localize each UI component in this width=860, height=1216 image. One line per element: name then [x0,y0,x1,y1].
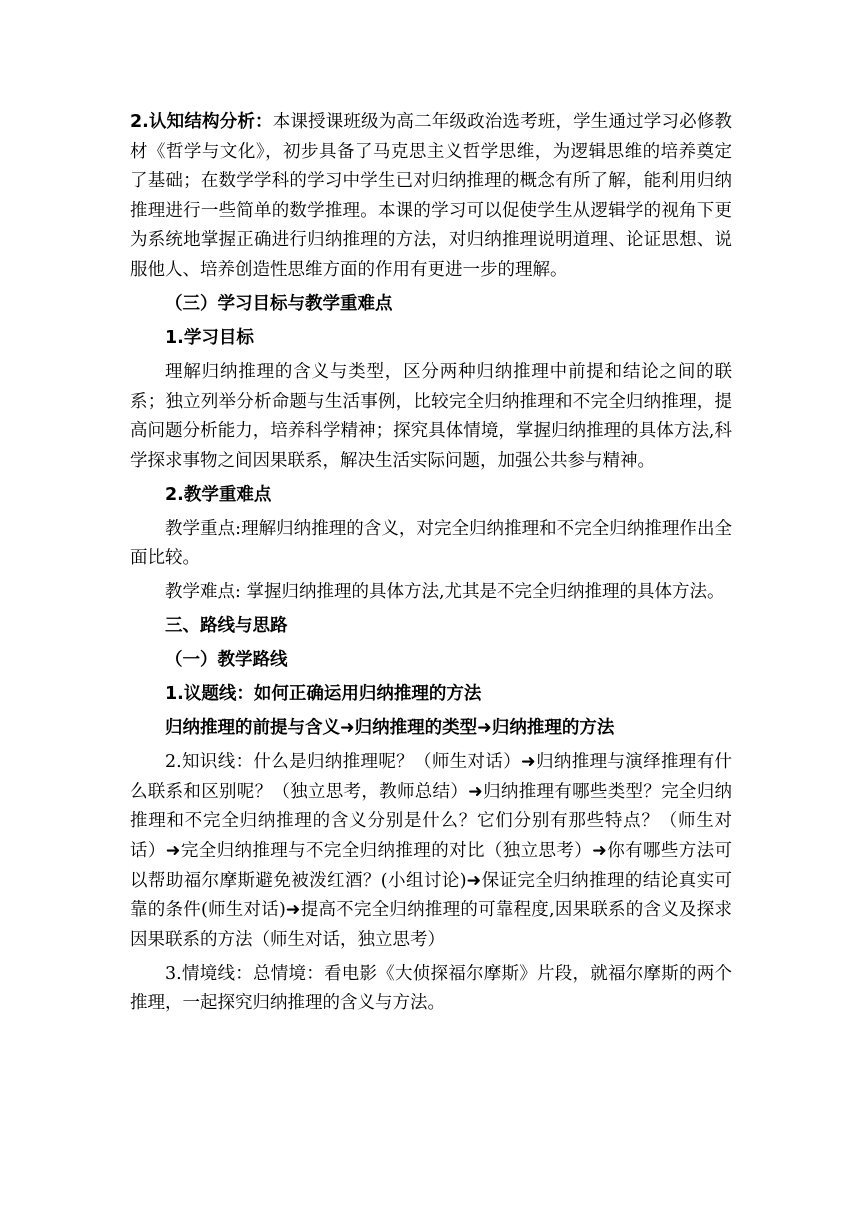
section-heading-objectives: （三）学习目标与教学重难点 [165,293,393,314]
subheading-teaching-route: （一）教学路线 [165,650,288,671]
situation-line-paragraph [130,960,732,1019]
situation-line-text: 总情境：看电影《大侦探福尔摩斯》片段，就福尔摩斯的两个推理，一起探究归纳推理的含义与方法。 [130,963,733,1014]
document-page [130,108,732,1023]
knowledge-line-label: 2.知识线： [165,752,254,773]
situation-line-label: 3.情境线： [165,963,253,984]
learning-objectives-text: 理解归纳推理的含义与类型，区分两种归纳推理中前提和结论之间的联系；独立列举分析命题与生活事例，比较完全归纳推理和不完全归纳推理，提高问题分析能力，培养科学精神；探究具体情境，掌握归纳推理的具体方法,科学探求事物之间因果联系，解决生活实际问题，加强公共参与精神。 [130,361,732,471]
knowledge-line-text: 什么是归纳推理呢？（师生对话）➜归纳推理与演绎推理有什么联系和区别呢？（独立思考，教师总结）➜归纳推理有哪些类型？完全归纳推理和不完全归纳推理的含义分别是什么？它们分别有那些特点？（师生对话）➜完全归纳推理与不完全归纳推理的对比（独立思考）➜你有哪些方法可以帮助福尔摩斯避免被泼红酒？(小组讨论)➜保证完全归纳推理的结论真实可靠的条件(师生对话)➜提高不完全归纳推理的可靠程度,因果联系的含义及探求因果联系的方法（师生对话，独立思考） [130,752,732,950]
topic-flow: 归纳推理的前提与含义➜归纳推理的类型➜归纳推理的方法 [165,718,615,739]
difficult-point-text: 教学难点: 掌握归纳推理的具体方法,尤其是不完全归纳推理的具体方法。 [165,582,725,603]
subheading-learning-objectives: 1.学习目标 [165,327,254,348]
topic-line: 1.议题线：如何正确运用归纳推理的方法 [165,684,482,705]
cognitive-structure-text: 本课授课班级为高二年级政治选考班，学生通过学习必修教材《哲学与文化》，初步具备了马克思主义哲学思维，为逻辑思维的培养奠定了基础；在数学学科的学习中学生已对归纳推理的概念有所了解，能利用归纳推理进行一些简单的数学推理。本课的学习可以促使学生从逻辑学的视角下更为系统地掌握正确进行归纳推理的方法，对归纳推理说明道理、论证思想、说服他人、培养创造性思维方面的作用有更进一步的理解。 [130,112,732,280]
cognitive-structure-label: 2.认知结构分析： [130,112,273,132]
key-point-text: 教学重点:理解归纳推理的含义，对完全归纳推理和不完全归纳推理作出全面比较。 [130,518,732,569]
chapter-heading-route: 三、路线与思路 [165,616,288,637]
subheading-key-difficult-points: 2.教学重难点 [165,484,272,505]
knowledge-line-paragraph [130,748,732,955]
cognitive-structure-paragraph [130,108,732,286]
